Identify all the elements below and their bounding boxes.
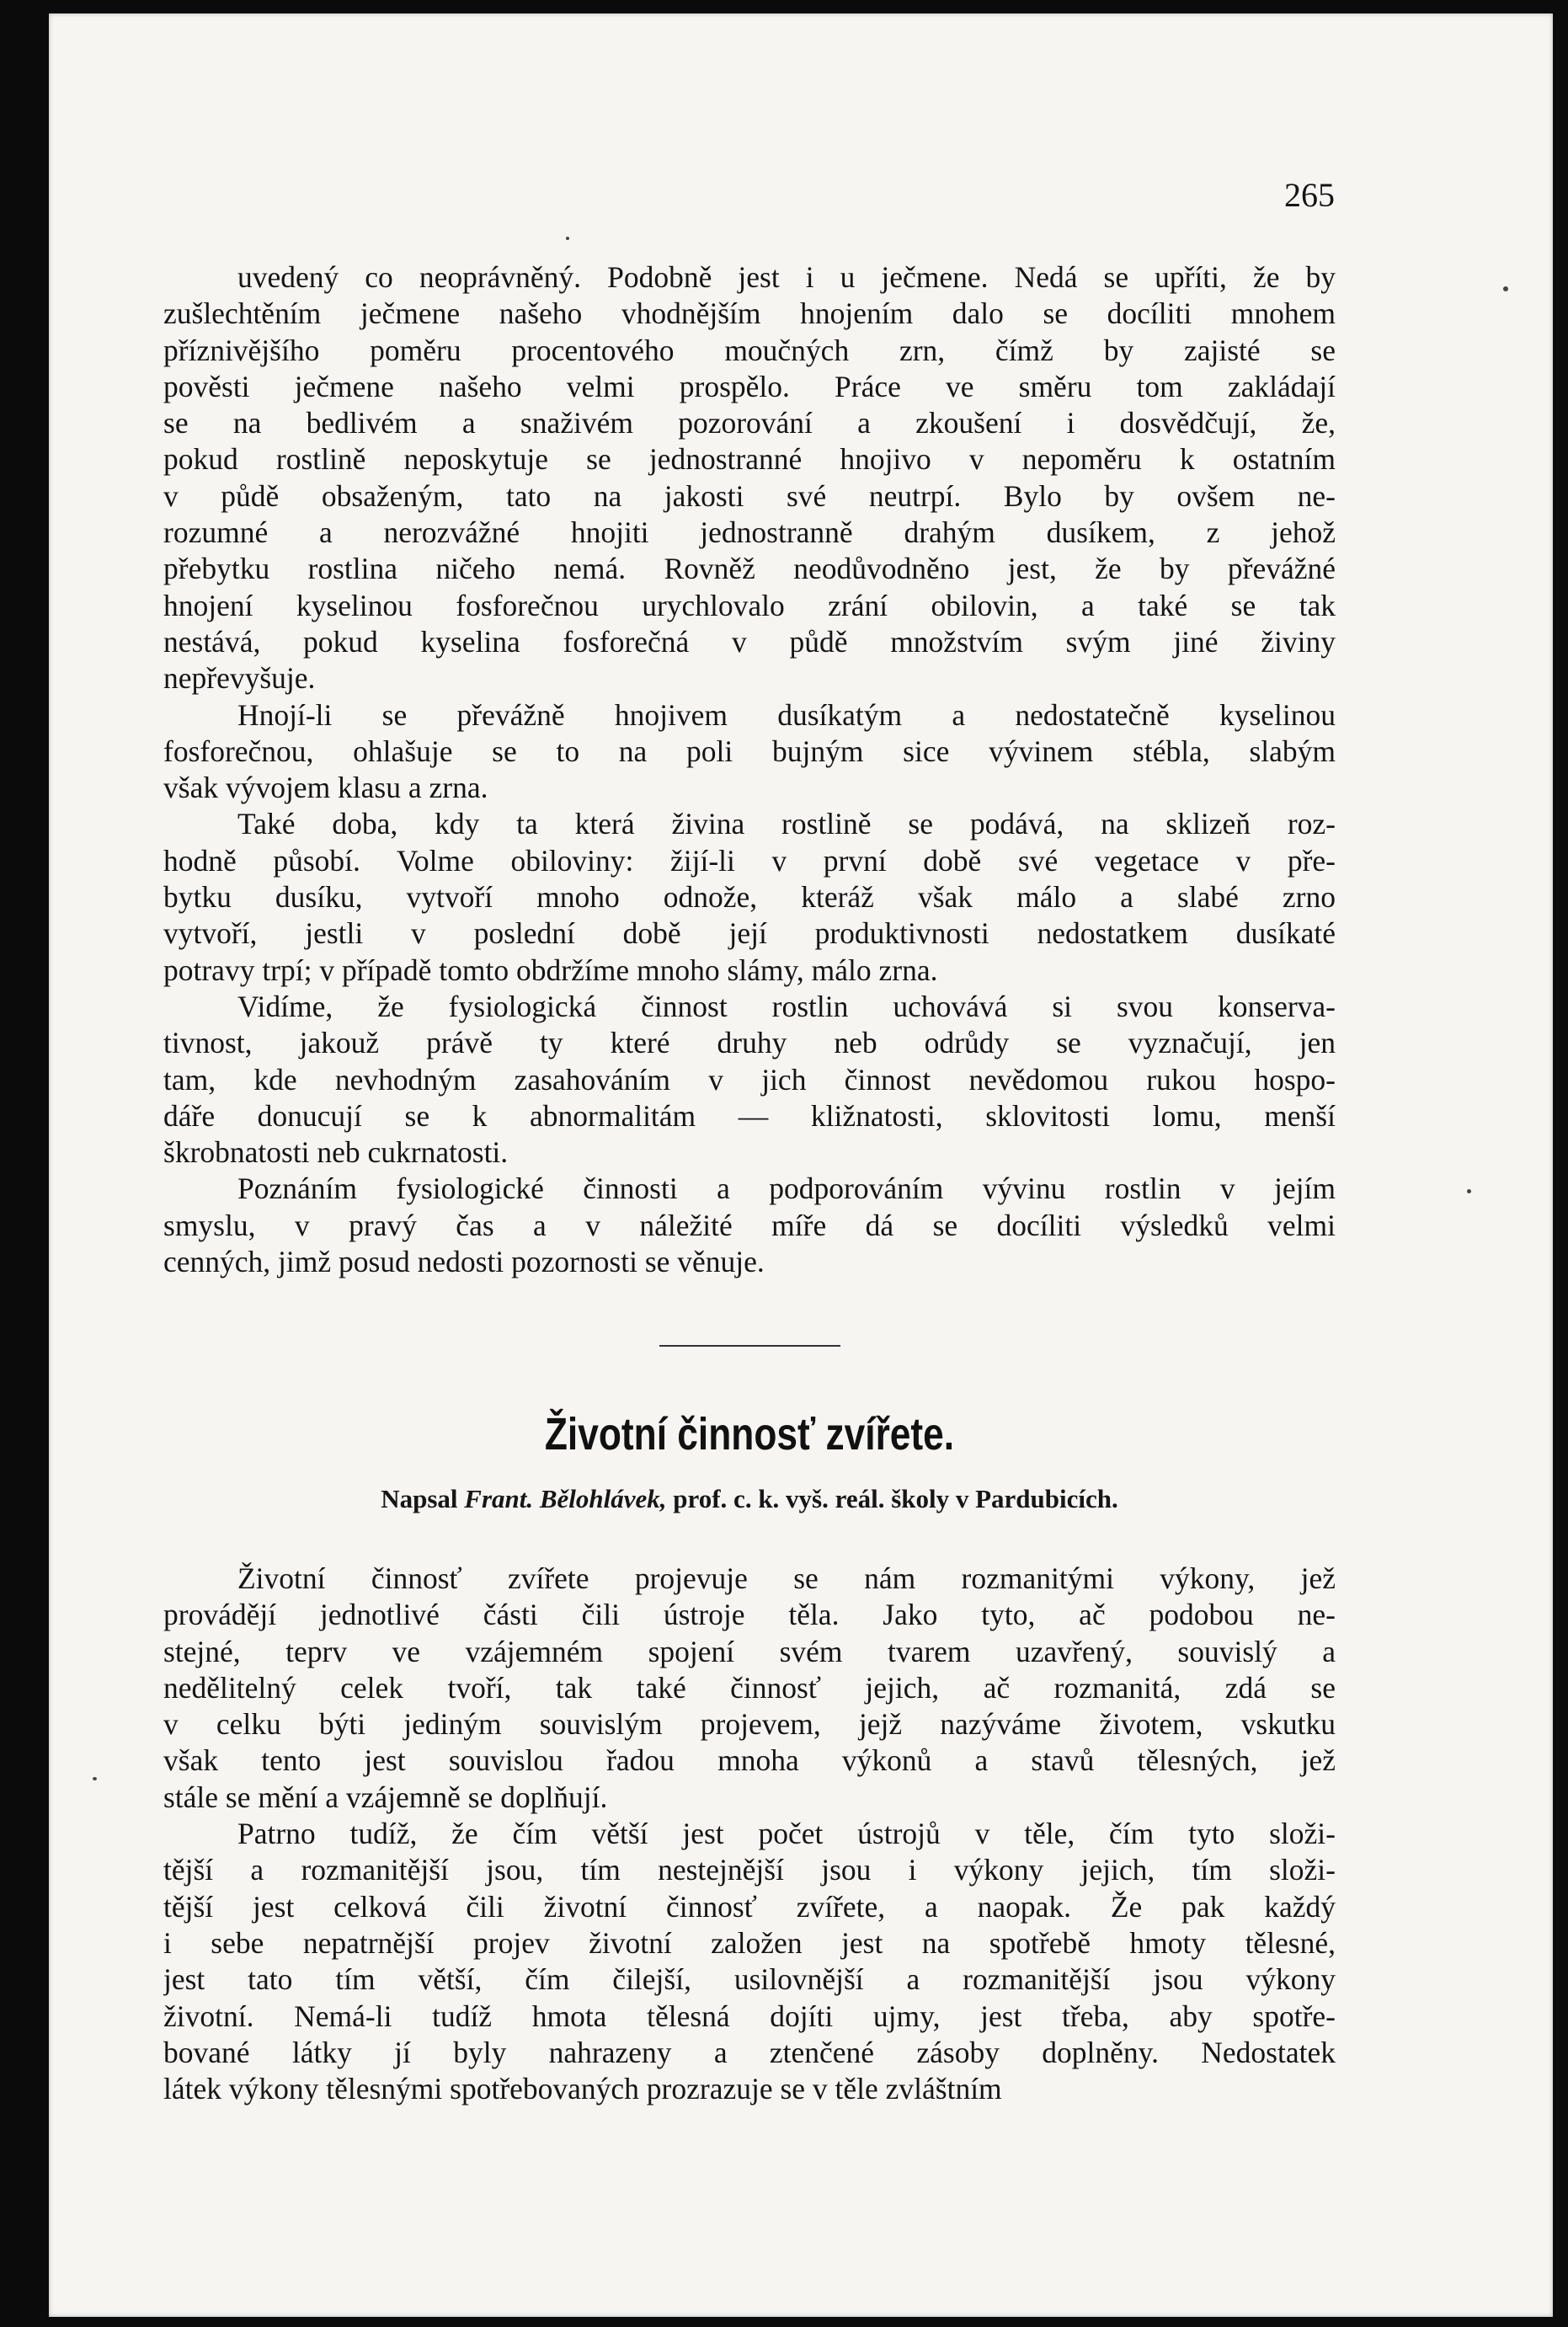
text-line: životní. Nemá-li tudíž hmota tělesná dojíti ujmy, jest třeba, aby spotře- [163, 1999, 1336, 2033]
text-line: Vidíme, že fysiologická činnost rostlin uchovává si svou konserva- [237, 989, 1336, 1023]
text-line: v půdě obsaženým, tato na jakosti své neutrpí. Bylo by ovšem ne- [163, 478, 1336, 513]
text-line: nedělitelný celek tvoří, tak také činnosť jejich, ač rozmanitá, zdá se [163, 1670, 1336, 1705]
text-line: bované látky jí byly nahrazeny a ztenčené zásoby doplněny. Nedostatek [163, 2035, 1336, 2069]
text-line: hnojení kyselinou fosforečnou urychlovalo zrání obilovin, a také se tak [163, 588, 1336, 622]
text-line: tější a rozmanitější jsou, tím nestejnější jsou i výkony jejich, tím složi- [163, 1853, 1336, 1887]
text-line: tivnost, jakouž právě ty které druhy neb odrůdy se vyznačují, jen [163, 1026, 1336, 1060]
text-line: jest tato tím větší, čím čilejší, usilovnější a rozmanitější jsou výkony [163, 1962, 1336, 1997]
text-line: hodně působí. Volme obiloviny: žijí-li v první době své vegetace v pře- [163, 843, 1336, 878]
text-line: se na bedlivém a snaživém pozorování a zkoušení i dosvědčují, že, [163, 406, 1336, 440]
scan-speck [1503, 286, 1508, 291]
byline-affiliation: prof. c. k. vyš. reál. školy v Pardubicích. [673, 1484, 1118, 1513]
body-text-section-one [163, 259, 1336, 1280]
text-line: dáře donucují se k abnormalitám — kližnatosti, sklovitosti lomu, menší [163, 1098, 1336, 1133]
text-line: tější jest celková čili životní činnosť zvířete, a naopak. Že pak každý [163, 1889, 1336, 1924]
text-line: zušlechtěním ječmene našeho vhodnějším hnojením dalo se docíliti mnohem [163, 296, 1336, 331]
text-line: stejné, teprv ve vzájemném spojení svém tvarem uzavřený, souvislý a [163, 1634, 1336, 1668]
text-line: Hnojí-li se převážně hnojivem dusíkatým a nedostatečně kyselinou [237, 697, 1336, 732]
paragraph [163, 1816, 1336, 2107]
text-line: smyslu, v pravý čas a v náležité míře dá se docíliti výsledků velmi [163, 1208, 1336, 1242]
scan-speck [93, 1777, 97, 1780]
text-line: v celku býti jediným souvislým projevem, jejž nazýváme životem, vskutku [163, 1707, 1336, 1742]
article-title: Životní činnosť zvířete. [544, 1409, 955, 1460]
scan-speck [1467, 1189, 1471, 1193]
text-line: příznivějšího poměru procentového moučných zrn, čímž by zajisté se [163, 333, 1336, 367]
page-number: 265 [1284, 176, 1335, 214]
text-line: nestává, pokud kyselina fosforečná v půdě množstvím svým jiné živiny [163, 624, 1336, 659]
text-line: pověsti ječmene našeho velmi prospělo. Práce ve směru tom zakládají [163, 369, 1336, 403]
text-line: uvedený co neoprávněný. Podobně jest i u ječmene. Nedá se upříti, že by [237, 260, 1336, 294]
text-line: Poznáním fysiologické činnosti a podporováním vývinu rostlin v jejím [237, 1172, 1336, 1206]
text-line: rozumné a nerozvážné hnojiti jednostranně drahým dusíkem, z jehož [163, 515, 1336, 550]
scan-speck [566, 237, 569, 240]
text-line: však tento jest souvislou řadou mnoha výkonů a stavů tělesných, jež [163, 1743, 1336, 1778]
text-line: Patrno tudíž, že čím větší jest počet ústrojů v těle, čím tyto složi- [237, 1817, 1336, 1851]
body-text-section-two [163, 1561, 1336, 2107]
text-line: fosforečnou, ohlašuje se to na poli bujným sice vývinem stébla, slabým [163, 734, 1336, 768]
text-line: nepřevyšuje. [163, 661, 316, 696]
text-line: látek výkony tělesnými spotřebovaných prozrazuje se v těle zvláštním [163, 2072, 1002, 2106]
paragraph [163, 259, 1336, 697]
text-line: bytku dusíku, vytvoří mnoho odnože, kteráž však málo a slabé zrno [163, 880, 1336, 915]
text-line: cenných, jimž posud nedosti pozornosti se věnuje. [163, 1245, 765, 1279]
section-divider [659, 1345, 840, 1347]
text-line: i sebe nepatrnější projev životní založen jest na spotřebě hmoty tělesné, [163, 1925, 1336, 1960]
byline-author: Frant. Bělohlávek, [464, 1484, 667, 1513]
text-line: Životní činnosť zvířete projevuje se nám rozmanitými výkony, jež [237, 1561, 1336, 1595]
text-line: stále se mění a vzájemně se doplňují. [163, 1780, 608, 1814]
paragraph [163, 989, 1336, 1171]
text-line: provádějí jednotlivé části čili ústroje těla. Jako tyto, ač podobou ne- [163, 1598, 1336, 1632]
paragraph [163, 697, 1336, 807]
text-line: potravy trpí; v případě tomto obdržíme mnoho slámy, málo zrna. [163, 953, 938, 987]
text-line: přebytku rostlina ničeho nemá. Rovněž neodůvodněno jest, že by převážné [163, 552, 1336, 586]
paragraph [163, 1171, 1336, 1280]
text-line: tam, kde nevhodným zasahováním v jich činnost nevědomou rukou hospo- [163, 1062, 1336, 1097]
text-line: vytvoří, jestli v poslední době její produktivnosti nedostatkem dusíkaté [163, 916, 1336, 951]
text-line: škrobnatosti neb cukrnatosti. [163, 1135, 509, 1170]
text-line: však vývojem klasu a zrna. [163, 771, 488, 805]
text-line: Také doba, kdy ta která živina rostlině se podává, na sklizeň roz- [237, 807, 1336, 841]
text-line: pokud rostlině neposkytuje se jednostranné hnojivo v nepoměru k ostatním [163, 442, 1336, 477]
byline-prefix: Napsal [381, 1484, 458, 1513]
article-byline [163, 1484, 1336, 1514]
paragraph [163, 1561, 1336, 1816]
paragraph [163, 806, 1336, 988]
